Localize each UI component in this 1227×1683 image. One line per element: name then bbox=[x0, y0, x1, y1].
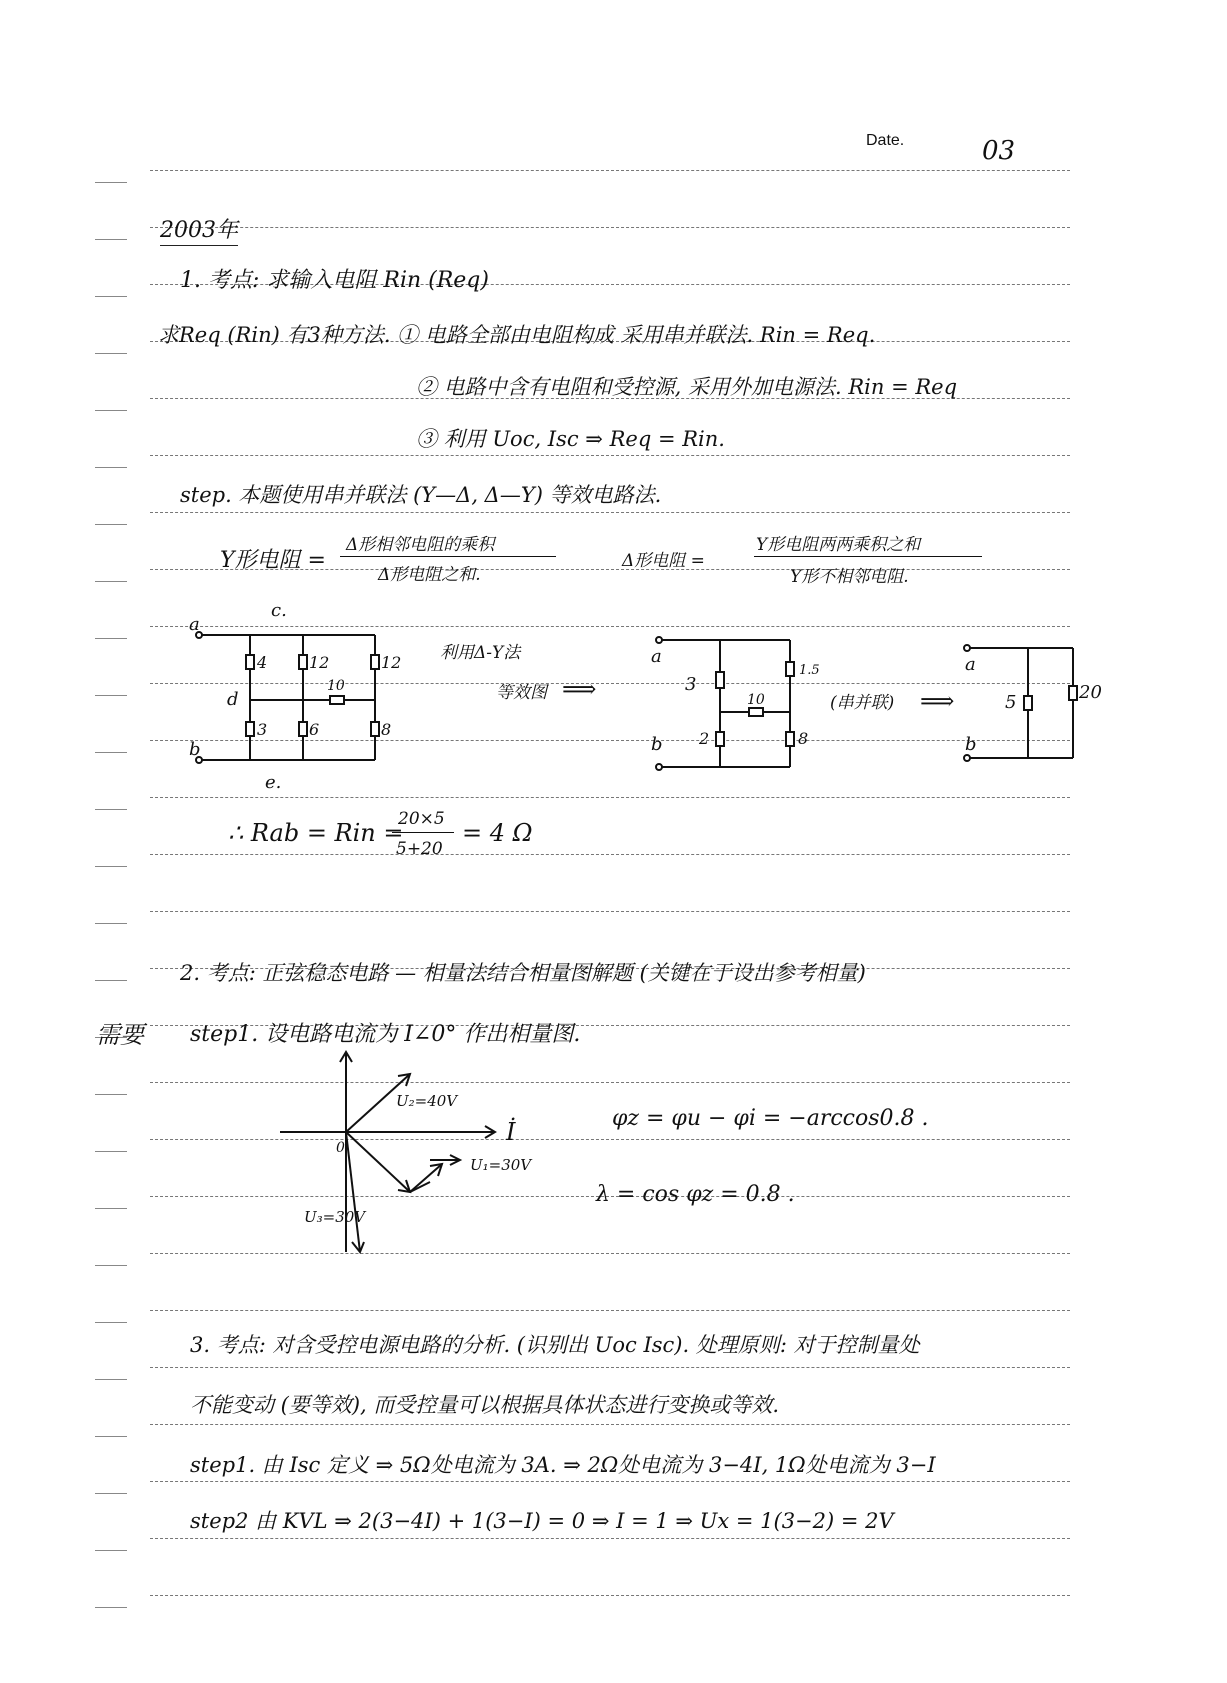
circuit-diagram-3 bbox=[963, 640, 1113, 770]
phasor-current-label: İ bbox=[506, 1118, 516, 1146]
c2-r4: 2 bbox=[699, 729, 710, 748]
margin-tick bbox=[95, 1094, 127, 1095]
margin-tick bbox=[95, 467, 127, 468]
section2-step1: step1. 设电路电流为 I∠0° 作出相量图. bbox=[190, 1022, 581, 1047]
c1-node-e: e. bbox=[265, 772, 282, 793]
margin-tick bbox=[95, 239, 127, 240]
margin-tick bbox=[95, 182, 127, 183]
ruled-line bbox=[150, 170, 1070, 171]
phasor-u1-label: U₁=30V bbox=[470, 1156, 532, 1174]
ruled-line bbox=[150, 1310, 1070, 1311]
section1-method2: ② 电路中含有电阻和受控源, 采用外加电源法. Rin = Req bbox=[416, 375, 958, 399]
margin-tick bbox=[95, 638, 127, 639]
c3-node-b: b bbox=[965, 734, 977, 755]
section1-methods-intro: 求Req (Rin) 有3种方法. ① 电路全部由电阻构成 采用串并联法. Rin = Req. bbox=[158, 323, 876, 347]
c2-r3: 10 bbox=[747, 692, 765, 708]
margin-tick bbox=[95, 1265, 127, 1266]
c2-r1: 3 bbox=[685, 674, 697, 695]
phasor-u3-label: U₃=30V bbox=[304, 1208, 366, 1226]
ruled-line bbox=[150, 1367, 1070, 1368]
c1-r6: 6 bbox=[309, 720, 320, 739]
year-heading: 2003年 bbox=[160, 218, 238, 246]
circuit-diagram-1 bbox=[189, 600, 402, 793]
circuit-diagram-2 bbox=[651, 632, 835, 782]
arrow2-label: (串并联) bbox=[830, 693, 895, 713]
formula-delta-fraction-bar bbox=[754, 556, 982, 557]
ruled-line bbox=[150, 512, 1070, 513]
c2-node-a: a bbox=[651, 646, 662, 667]
margin-tick bbox=[95, 866, 127, 867]
margin-tick bbox=[95, 1151, 127, 1152]
date-label: Date. bbox=[866, 132, 905, 149]
section2-title: 2. 考点: 正弦稳态电路 — 相量法结合相量图解题 (关键在于设出参考相量) bbox=[180, 961, 866, 985]
c1-r7: 8 bbox=[381, 720, 392, 739]
margin-tick bbox=[95, 695, 127, 696]
margin-tick bbox=[95, 1550, 127, 1551]
c1-node-b: b bbox=[189, 739, 201, 760]
formula-y-label: Y形电阻 = bbox=[220, 548, 326, 573]
page-number: 03 bbox=[982, 136, 1016, 166]
phasor-origin-label: 0 bbox=[336, 1140, 345, 1156]
ruled-line bbox=[150, 797, 1070, 798]
result-numerator: 20×5 bbox=[398, 809, 445, 829]
margin-tick bbox=[95, 980, 127, 981]
c1-node-d: d bbox=[227, 689, 239, 710]
result-fraction-bar bbox=[392, 832, 454, 833]
result-denominator: 5+20 bbox=[396, 839, 443, 859]
ruled-line bbox=[150, 1481, 1070, 1482]
margin-tick bbox=[95, 1493, 127, 1494]
ruled-line bbox=[150, 455, 1070, 456]
c1-node-c: c. bbox=[271, 600, 287, 621]
c1-r2: 12 bbox=[309, 653, 330, 672]
phasor-diagram bbox=[280, 1052, 550, 1282]
c1-r4: 10 bbox=[327, 678, 345, 694]
formula-y-fraction-bar bbox=[340, 556, 556, 557]
margin-tick bbox=[95, 1322, 127, 1323]
margin-tick bbox=[95, 923, 127, 924]
arrow1-sublabel: 等效图 bbox=[496, 683, 547, 703]
result-value: = 4 Ω bbox=[462, 819, 533, 847]
section2-eq2: λ = cos φz = 0.8 . bbox=[596, 1182, 795, 1207]
margin-tick bbox=[95, 752, 127, 753]
ruled-line bbox=[150, 1595, 1070, 1596]
c3-node-a: a bbox=[965, 654, 976, 675]
section1-title: 1. 考点: 求输入电阻 Rin (Req) bbox=[180, 268, 489, 293]
section3-step1: step1. 由 Isc 定义 ⇒ 5Ω处电流为 3A. ⇒ 2Ω处电流为 3−4I, 1Ω处电流为 3−I bbox=[190, 1453, 936, 1477]
formula-delta-label: Δ形电阻 = bbox=[622, 551, 705, 571]
c2-r2: 1.5 bbox=[799, 663, 820, 678]
c3-r2: 20 bbox=[1079, 682, 1102, 703]
formula-y-denominator: Δ形电阻之和. bbox=[378, 565, 481, 585]
margin-tick bbox=[95, 809, 127, 810]
equivalent-arrow-1: ⟹ bbox=[562, 675, 597, 703]
section1-step: step. 本题使用串并联法 (Y—Δ, Δ—Y) 等效电路法. bbox=[180, 483, 662, 507]
margin-tick bbox=[95, 1208, 127, 1209]
margin-tick bbox=[95, 410, 127, 411]
margin-tick bbox=[95, 1607, 127, 1608]
result-lhs: ∴ Rab = Rin = bbox=[228, 819, 404, 847]
formula-delta-denominator: Y形不相邻电阻. bbox=[790, 567, 909, 587]
phasor-u2-label: U₂=40V bbox=[396, 1092, 458, 1110]
c1-r1: 4 bbox=[257, 653, 268, 672]
margin-tick bbox=[95, 1379, 127, 1380]
margin-tick bbox=[95, 1436, 127, 1437]
formula-delta-numerator: Y形电阻两两乘积之和 bbox=[756, 535, 921, 555]
ruled-line bbox=[150, 1424, 1070, 1425]
ruled-line bbox=[150, 227, 1070, 228]
c1-r5: 3 bbox=[257, 720, 268, 739]
margin-tick bbox=[95, 353, 127, 354]
ruled-line bbox=[150, 854, 1070, 855]
c1-r3: 12 bbox=[381, 653, 402, 672]
c1-node-a: a bbox=[189, 614, 200, 635]
section3-line2: 不能变动 (要等效), 而受控量可以根据具体状态进行变换或等效. bbox=[190, 1393, 780, 1417]
section2-side-note: 需要 bbox=[96, 1021, 144, 1049]
section2-eq1: φz = φu − φi = −arccos0.8 . bbox=[612, 1106, 929, 1131]
section3-step2: step2 由 KVL ⇒ 2(3−4I) + 1(3−I) = 0 ⇒ I = 1 ⇒ Ux = 1(3−2) = 2V bbox=[190, 1509, 894, 1533]
section1-method3: ③ 利用 Uoc, Isc ⇒ Req = Rin. bbox=[416, 427, 725, 451]
ruled-line bbox=[150, 911, 1070, 912]
margin-tick bbox=[95, 296, 127, 297]
c2-r5: 8 bbox=[798, 729, 809, 748]
margin-tick bbox=[95, 524, 127, 525]
section3-title: 3. 考点: 对含受控电源电路的分析. (识别出 Uoc Isc). 处理原则: 对于控制量处 bbox=[190, 1333, 920, 1357]
c2-node-b: b bbox=[651, 734, 663, 755]
equivalent-arrow-2: ⟹ bbox=[920, 687, 955, 715]
margin-tick bbox=[95, 581, 127, 582]
c3-r1: 5 bbox=[1005, 692, 1017, 713]
formula-y-numerator: Δ形相邻电阻的乘积 bbox=[346, 535, 495, 555]
ruled-line bbox=[150, 1538, 1070, 1539]
arrow1-label: 利用Δ-Y法 bbox=[440, 643, 521, 663]
